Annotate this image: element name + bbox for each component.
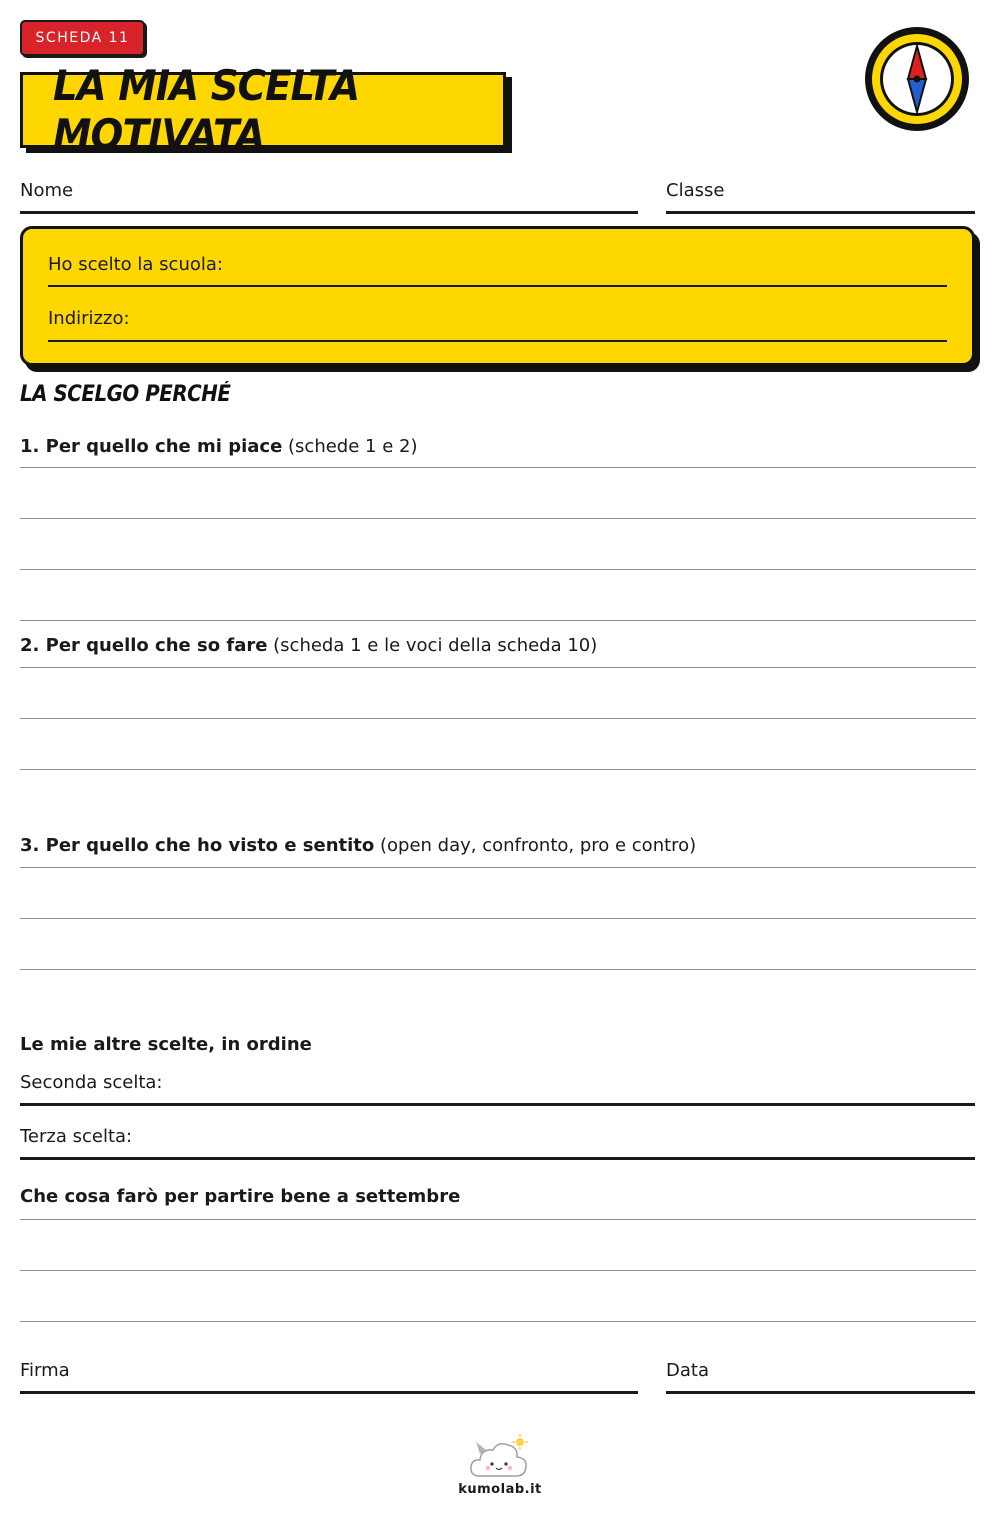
- answer-line[interactable]: [20, 569, 976, 570]
- sheet-tag: SCHEDA 11: [20, 20, 145, 56]
- date-field[interactable]: [666, 1391, 975, 1394]
- school-label: Ho scelto la scuola:: [48, 254, 223, 275]
- answer-line[interactable]: [20, 1270, 976, 1271]
- answer-line[interactable]: [20, 467, 976, 468]
- other-choices-title-text: Le mie altre scelte, in ordine: [20, 1034, 312, 1055]
- reasons-title: LA SCELGO PERCHÉ: [20, 382, 231, 407]
- name-field[interactable]: [20, 211, 638, 214]
- track-label: Indirizzo:: [48, 308, 130, 329]
- second-choice-field[interactable]: [20, 1103, 975, 1106]
- question-3-note: (open day, confronto, pro e contro): [380, 835, 697, 856]
- answer-line[interactable]: [20, 518, 976, 519]
- answer-line[interactable]: [20, 1219, 976, 1220]
- answer-line[interactable]: [20, 718, 976, 719]
- question-1-main: 1. Per quello che mi piace: [20, 436, 283, 457]
- question-3-main: 3. Per quello che ho visto e sentito: [20, 835, 375, 856]
- signature-label: Firma: [20, 1360, 70, 1381]
- question-1-note: (schede 1 e 2): [288, 436, 418, 457]
- answer-line[interactable]: [20, 867, 976, 868]
- answer-line[interactable]: [20, 969, 976, 970]
- choice-box: [20, 226, 975, 366]
- answer-line[interactable]: [20, 769, 976, 770]
- question-1: [20, 436, 417, 457]
- track-field[interactable]: [48, 340, 947, 342]
- question-3: [20, 835, 696, 856]
- answer-line[interactable]: [20, 1321, 976, 1322]
- name-label: Nome: [20, 180, 74, 201]
- page-title: LA MIA SCELTA MOTIVATA: [53, 61, 360, 159]
- answer-line[interactable]: [20, 620, 976, 621]
- september-title: [20, 1186, 460, 1207]
- class-field[interactable]: [666, 211, 975, 214]
- class-label: Classe: [666, 180, 725, 201]
- footer-site: kumolab.it: [458, 1482, 542, 1497]
- question-2: [20, 635, 597, 656]
- title-banner: [20, 61, 506, 159]
- other-choices-title: [20, 1034, 312, 1055]
- date-label: Data: [666, 1360, 709, 1381]
- cloud-mascot-icon: [466, 1432, 532, 1484]
- third-choice-field[interactable]: [20, 1157, 975, 1160]
- september-title-text: Che cosa farò per partire bene a settembre: [20, 1186, 461, 1207]
- signature-field[interactable]: [20, 1391, 638, 1394]
- question-2-note: (scheda 1 e le voci della scheda 10): [273, 635, 598, 656]
- answer-line[interactable]: [20, 918, 976, 919]
- answer-line[interactable]: [20, 667, 976, 668]
- third-choice-label: Terza scelta:: [20, 1126, 133, 1147]
- question-2-main: 2. Per quello che so fare: [20, 635, 268, 656]
- school-field[interactable]: [48, 285, 947, 287]
- second-choice-label: Seconda scelta:: [20, 1072, 163, 1093]
- compass-icon: [862, 24, 972, 134]
